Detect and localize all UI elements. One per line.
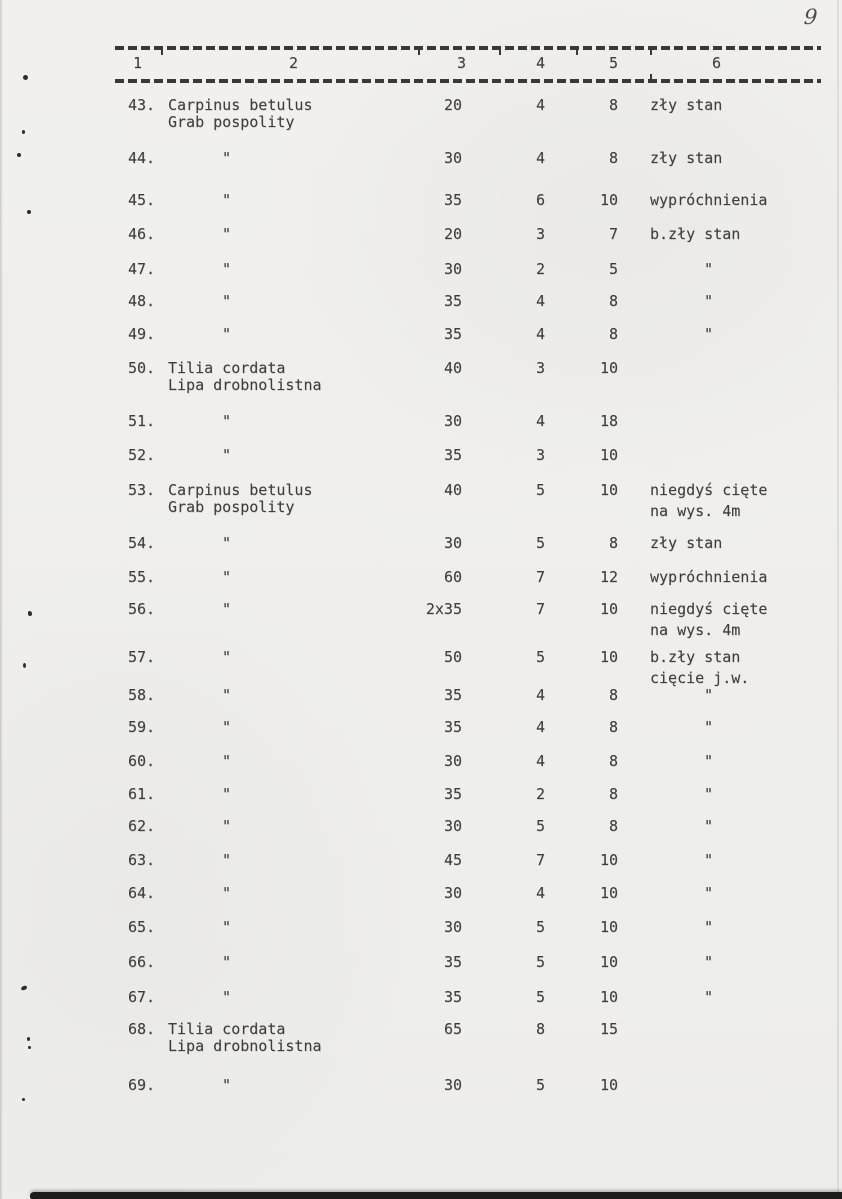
col5-value: 12	[599, 568, 618, 586]
species-name-latin: "	[222, 884, 232, 902]
remark-line-1: "	[704, 918, 714, 936]
remark-cell	[650, 753, 713, 770]
col4-value: 5	[535, 481, 545, 499]
col5-value: 10	[599, 953, 618, 971]
col5-value: 10	[599, 600, 618, 618]
species-name-latin: "	[222, 568, 232, 586]
remark-cell	[650, 150, 722, 167]
remark-line-1: "	[704, 884, 714, 902]
species-cell	[168, 989, 231, 1006]
species-cell	[168, 885, 231, 902]
species-cell	[168, 482, 313, 516]
scan-speck	[22, 1098, 25, 1101]
species-name-latin: "	[222, 292, 232, 310]
col4-value: 5	[535, 648, 545, 666]
species-cell	[168, 97, 313, 131]
col5-value: 18	[599, 412, 618, 430]
col5-value: 8	[608, 96, 618, 114]
row-number: 44.	[128, 149, 156, 167]
col4-value: 3	[535, 359, 545, 377]
col4-value: 5	[535, 918, 545, 936]
col4-value: 7	[535, 600, 545, 618]
remark-cell	[650, 885, 713, 902]
species-name-latin: Carpinus betulus	[168, 481, 313, 499]
species-cell	[168, 601, 231, 618]
species-cell	[168, 687, 231, 704]
col3-value: 35	[443, 686, 462, 704]
col4-value: 7	[535, 851, 545, 869]
col5-value: 5	[608, 260, 618, 278]
col3-value: 40	[443, 481, 462, 499]
species-cell	[168, 569, 231, 586]
scan-speck	[27, 210, 31, 214]
remark-line-1: niegdyś cięte	[650, 600, 768, 618]
scan-edge-right	[837, 0, 839, 1199]
remark-cell	[650, 649, 749, 687]
col3-value: 20	[443, 96, 462, 114]
col3-value: 35	[443, 785, 462, 803]
row-number: 64.	[128, 884, 156, 902]
remark-line-2: na wys. 4m	[650, 621, 741, 639]
remark-line-1: "	[704, 817, 714, 835]
remark-line-1: wypróchnienia	[650, 191, 768, 209]
row-number: 67.	[128, 988, 156, 1006]
species-name-latin: "	[222, 718, 232, 736]
row-number: 51.	[128, 412, 156, 430]
row-number: 48.	[128, 292, 156, 310]
col3-value: 30	[443, 149, 462, 167]
species-name-latin: "	[222, 648, 232, 666]
column-header-6: 6	[712, 54, 722, 72]
column-header-5: 5	[609, 54, 619, 72]
species-name-latin: Carpinus betulus	[168, 96, 313, 114]
remark-cell	[650, 226, 740, 243]
remark-cell	[650, 261, 713, 278]
row-number: 46.	[128, 225, 156, 243]
row-number: 58.	[128, 686, 156, 704]
col3-value: 35	[443, 988, 462, 1006]
col3-value: 65	[443, 1020, 462, 1038]
col5-value: 10	[599, 851, 618, 869]
remark-cell	[650, 293, 713, 310]
species-cell	[168, 852, 231, 869]
col5-value: 10	[599, 918, 618, 936]
col3-value: 30	[443, 884, 462, 902]
species-cell	[168, 535, 231, 552]
remark-cell	[650, 687, 713, 704]
column-header-3: 3	[457, 54, 467, 72]
species-name-latin: "	[222, 149, 232, 167]
col4-value: 2	[535, 260, 545, 278]
species-name-latin: "	[222, 851, 232, 869]
col5-value: 10	[599, 191, 618, 209]
page-number: 9	[803, 5, 819, 29]
species-name-polish: Grab pospolity	[168, 498, 295, 516]
remark-line-2: na wys. 4m	[650, 502, 741, 520]
species-cell	[168, 192, 231, 209]
species-cell	[168, 719, 231, 736]
col5-value: 8	[608, 292, 618, 310]
remark-cell	[650, 719, 713, 736]
scan-speck	[28, 1046, 31, 1049]
col3-value: 30	[443, 918, 462, 936]
col5-value: 8	[608, 718, 618, 736]
row-number: 63.	[128, 851, 156, 869]
remark-cell	[650, 192, 767, 209]
row-number: 61.	[128, 785, 156, 803]
species-name-latin: "	[222, 600, 232, 618]
col4-value: 5	[535, 988, 545, 1006]
species-name-latin: "	[222, 191, 232, 209]
species-name-latin: "	[222, 988, 232, 1006]
col5-value: 8	[608, 325, 618, 343]
species-cell	[168, 447, 231, 464]
col5-value: 10	[599, 1076, 618, 1094]
col3-value: 30	[443, 752, 462, 770]
col3-value: 35	[443, 292, 462, 310]
column-header-1: 1	[133, 54, 143, 72]
scan-speck	[17, 153, 21, 157]
row-number: 57.	[128, 648, 156, 666]
col4-value: 4	[535, 412, 545, 430]
col4-value: 2	[535, 785, 545, 803]
scan-speck	[27, 1037, 30, 1041]
remark-line-1: b.zły stan	[650, 225, 741, 243]
species-cell	[168, 150, 231, 167]
species-cell	[168, 649, 231, 666]
row-number: 69.	[128, 1076, 156, 1094]
col5-value: 10	[599, 648, 618, 666]
col4-value: 5	[535, 817, 545, 835]
remark-cell	[650, 326, 713, 343]
col4-value: 6	[535, 191, 545, 209]
remark-cell	[650, 601, 767, 639]
col3-value: 30	[443, 1076, 462, 1094]
col4-value: 5	[535, 534, 545, 552]
column-header-2: 2	[289, 54, 299, 72]
remark-cell	[650, 989, 713, 1006]
species-cell	[168, 326, 231, 343]
col3-value: 35	[443, 953, 462, 971]
species-name-latin: "	[222, 785, 232, 803]
col3-value: 2x35	[425, 600, 462, 618]
remark-line-1: niegdyś cięte	[650, 481, 768, 499]
scan-edge-left	[0, 0, 3, 1199]
scan-speck	[22, 130, 25, 134]
species-cell	[168, 226, 231, 243]
row-number: 45.	[128, 191, 156, 209]
col4-value: 8	[535, 1020, 545, 1038]
species-cell	[168, 1021, 322, 1055]
species-cell	[168, 360, 322, 394]
col4-value: 7	[535, 568, 545, 586]
remark-line-1: zły stan	[650, 149, 723, 167]
col5-value: 10	[599, 884, 618, 902]
col3-value: 35	[443, 446, 462, 464]
species-name-latin: "	[222, 1076, 232, 1094]
remark-cell	[650, 482, 767, 520]
col4-value: 4	[535, 96, 545, 114]
col5-value: 8	[608, 785, 618, 803]
col5-value: 8	[608, 752, 618, 770]
row-number: 49.	[128, 325, 156, 343]
remark-cell	[650, 919, 713, 936]
col4-value: 4	[535, 292, 545, 310]
col3-value: 30	[443, 412, 462, 430]
species-cell	[168, 786, 231, 803]
remark-cell	[650, 818, 713, 835]
species-name-latin: Tilia cordata	[168, 1020, 286, 1038]
remark-line-1: "	[704, 325, 714, 343]
col4-value: 4	[535, 752, 545, 770]
remark-line-1: wypróchnienia	[650, 568, 768, 586]
col5-value: 8	[608, 817, 618, 835]
species-name-latin: "	[222, 446, 232, 464]
species-name-latin: "	[222, 325, 232, 343]
col3-value: 45	[443, 851, 462, 869]
col3-value: 35	[443, 191, 462, 209]
row-number: 68.	[128, 1020, 156, 1038]
col4-value: 5	[535, 953, 545, 971]
col3-value: 35	[443, 325, 462, 343]
col4-value: 3	[535, 225, 545, 243]
scan-speck	[28, 611, 32, 616]
species-cell	[168, 261, 231, 278]
row-number: 54.	[128, 534, 156, 552]
scan-speck	[23, 75, 28, 80]
species-name-latin: "	[222, 817, 232, 835]
row-number: 60.	[128, 752, 156, 770]
col4-value: 4	[535, 686, 545, 704]
species-name-latin: Tilia cordata	[168, 359, 286, 377]
col5-value: 8	[608, 534, 618, 552]
species-cell	[168, 919, 231, 936]
remark-line-1: b.zły stan	[650, 648, 741, 666]
species-name-latin: "	[222, 534, 232, 552]
species-name-polish: Grab pospolity	[168, 113, 295, 131]
col5-value: 8	[608, 686, 618, 704]
col4-value: 5	[535, 1076, 545, 1094]
species-cell	[168, 954, 231, 971]
col4-value: 4	[535, 325, 545, 343]
remark-line-1: "	[704, 752, 714, 770]
species-name-polish: Lipa drobnolistna	[168, 376, 322, 394]
species-name-latin: "	[222, 953, 232, 971]
row-number: 52.	[128, 446, 156, 464]
species-cell	[168, 293, 231, 310]
col3-value: 30	[443, 817, 462, 835]
species-cell	[168, 753, 231, 770]
row-number: 53.	[128, 481, 156, 499]
col4-value: 3	[535, 446, 545, 464]
species-name-polish: Lipa drobnolistna	[168, 1037, 322, 1055]
column-header-4: 4	[536, 54, 546, 72]
col5-value: 10	[599, 446, 618, 464]
row-number: 55.	[128, 568, 156, 586]
col5-value: 10	[599, 481, 618, 499]
col5-value: 15	[599, 1020, 618, 1038]
remark-cell	[650, 97, 722, 114]
species-cell	[168, 818, 231, 835]
col3-value: 35	[443, 718, 462, 736]
col3-value: 30	[443, 534, 462, 552]
remark-line-1: "	[704, 851, 714, 869]
col4-value: 4	[535, 718, 545, 736]
col4-value: 4	[535, 149, 545, 167]
remark-line-1: "	[704, 785, 714, 803]
remark-line-1: zły stan	[650, 96, 723, 114]
col5-value: 10	[599, 988, 618, 1006]
col5-value: 8	[608, 149, 618, 167]
remark-cell	[650, 954, 713, 971]
remark-line-2: cięcie j.w.	[650, 669, 750, 687]
col5-value: 10	[599, 359, 618, 377]
col3-value: 40	[443, 359, 462, 377]
remark-line-1: "	[704, 292, 714, 310]
remark-line-1: "	[704, 988, 714, 1006]
col5-value: 7	[608, 225, 618, 243]
row-number: 43.	[128, 96, 156, 114]
row-number: 47.	[128, 260, 156, 278]
species-name-latin: "	[222, 260, 232, 278]
col4-value: 4	[535, 884, 545, 902]
species-name-latin: "	[222, 752, 232, 770]
species-name-latin: "	[222, 225, 232, 243]
species-name-latin: "	[222, 918, 232, 936]
remark-line-1: "	[704, 260, 714, 278]
remark-line-1: "	[704, 718, 714, 736]
col3-value: 30	[443, 260, 462, 278]
scan-speck	[23, 663, 26, 668]
row-number: 62.	[128, 817, 156, 835]
remark-line-1: "	[704, 686, 714, 704]
row-number: 59.	[128, 718, 156, 736]
scan-edge-bottom	[30, 1192, 842, 1199]
row-number: 56.	[128, 600, 156, 618]
col3-value: 20	[443, 225, 462, 243]
remark-line-1: zły stan	[650, 534, 723, 552]
remark-cell	[650, 535, 722, 552]
col3-value: 60	[443, 568, 462, 586]
species-cell	[168, 413, 231, 430]
species-name-latin: "	[222, 412, 232, 430]
remark-line-1: "	[704, 953, 714, 971]
species-cell	[168, 1077, 231, 1094]
row-number: 65.	[128, 918, 156, 936]
species-name-latin: "	[222, 686, 232, 704]
row-number: 66.	[128, 953, 156, 971]
col3-value: 50	[443, 648, 462, 666]
remark-cell	[650, 852, 713, 869]
row-number: 50.	[128, 359, 156, 377]
remark-cell	[650, 569, 767, 586]
remark-cell	[650, 786, 713, 803]
